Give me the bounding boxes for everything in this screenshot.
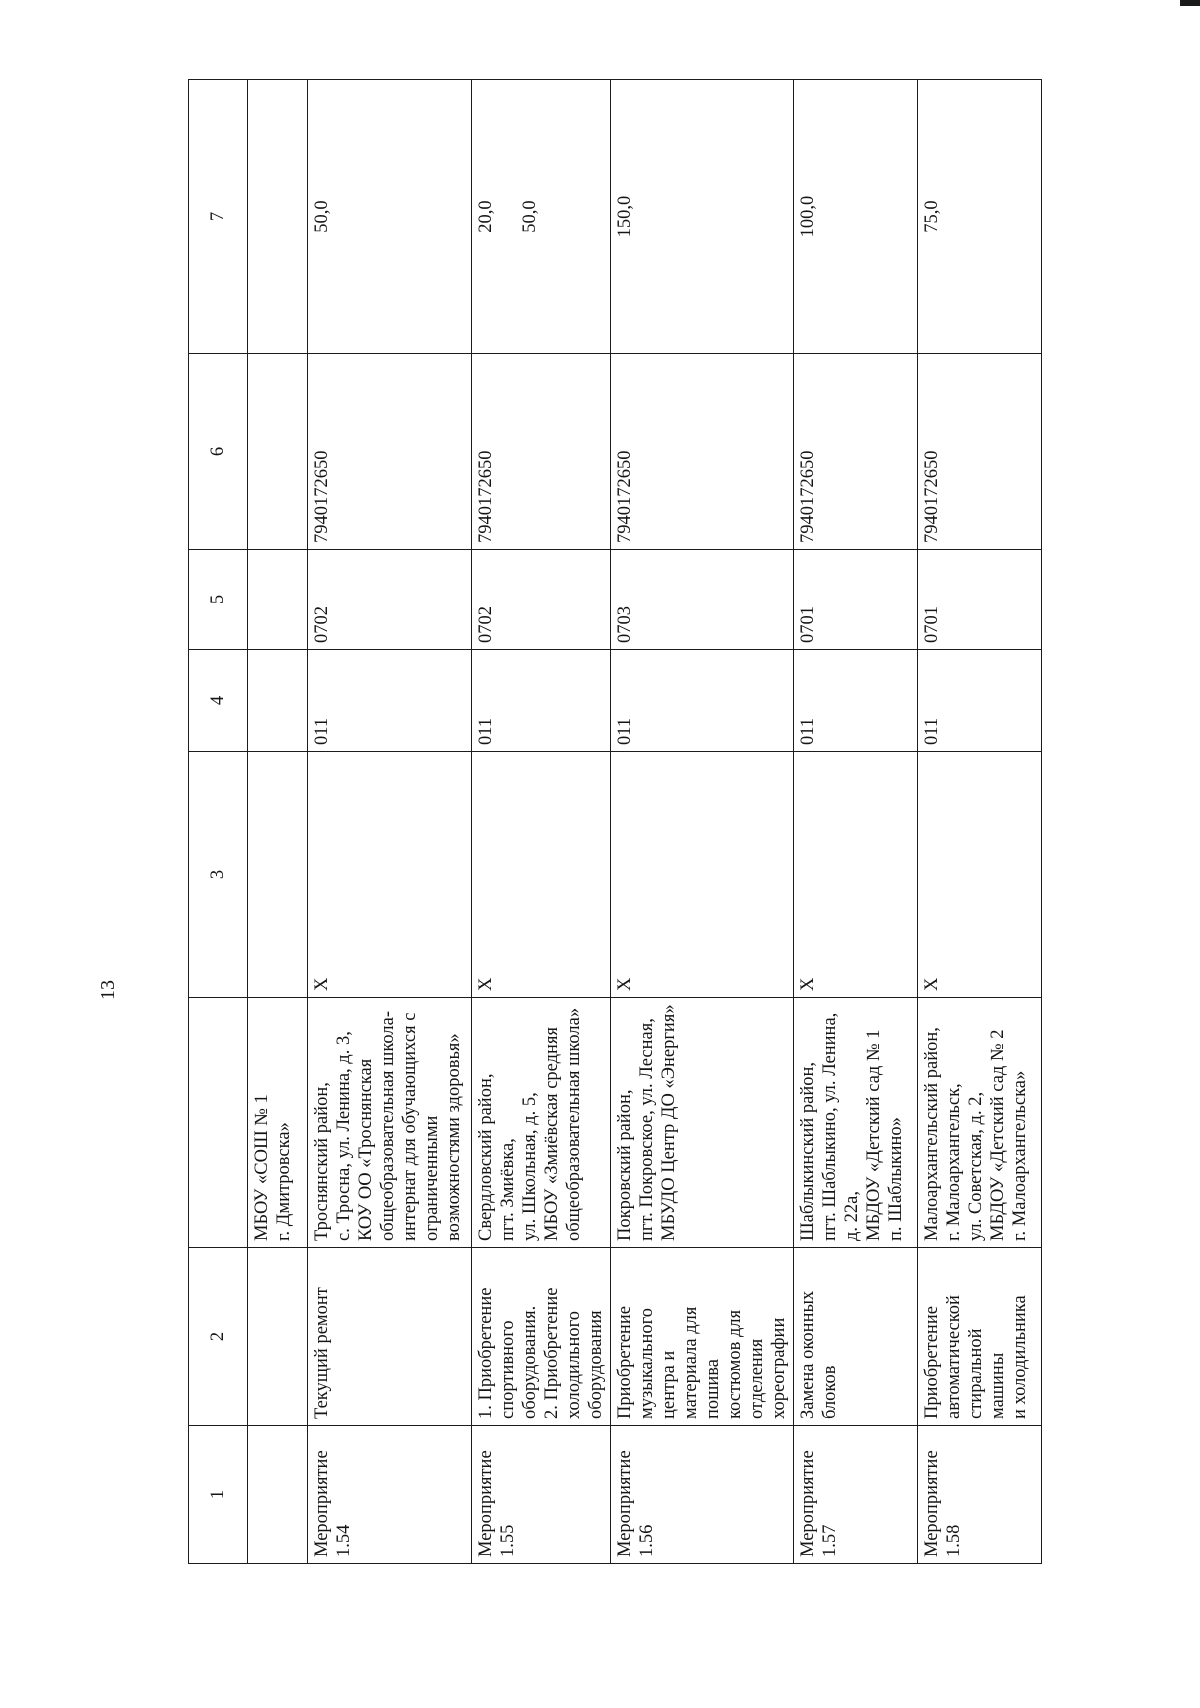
header-col-6: 6 [189, 354, 248, 550]
budget-table [188, 79, 1042, 1564]
cell-address: МБОУ «СОШ № 1 г. Дмитровска» [248, 998, 308, 1248]
rotated-table-container [188, 80, 1032, 1564]
cell-work: Текущий ремонт [308, 1248, 472, 1426]
cell-mark: Х [308, 752, 472, 998]
cell-address: Малоархангельский район, г. Малоархангельск, ул. Советская, д. 2, МБДОУ «Детский сад № 2 г. Малоархангельска» [918, 998, 1042, 1248]
header-col-2: 2 [189, 1248, 248, 1426]
page-number: 13 [97, 980, 119, 1000]
cell-empty [248, 1248, 308, 1426]
header-col-1: 1 [189, 1426, 248, 1564]
cell-mark: Х [611, 752, 794, 998]
table-row [918, 80, 1042, 1564]
cell-col-5: 0702 [308, 550, 472, 650]
cell-amount: 50,0 [308, 80, 472, 354]
header-col-4: 4 [189, 650, 248, 752]
cell-measure: Мероприятие 1.57 [794, 1426, 918, 1564]
table-row [611, 80, 794, 1564]
cell-address: Троснянский район, с. Тросна, ул. Ленина, д. 3, КОУ ОО «Троснянская общеобразовательная школа- интернат для обучающихся с ограниченными возможностями здоровья» [308, 998, 472, 1248]
cell-col-6: 7940172650 [794, 354, 918, 550]
cell-empty [248, 1426, 308, 1564]
table-row [472, 80, 611, 1564]
cell-empty [248, 80, 308, 354]
cell-empty [248, 550, 308, 650]
cell-col-4: 011 [794, 650, 918, 752]
scan-mark [1180, 0, 1200, 6]
cell-mark: Х [794, 752, 918, 998]
header-col-5: 5 [189, 550, 248, 650]
cell-col-6: 7940172650 [472, 354, 611, 550]
cell-mark: Х [918, 752, 1042, 998]
cell-work: Приобретение музыкального центра и материала для пошива костюмов для отделения хореографии [611, 1248, 794, 1426]
header-col-address [189, 998, 248, 1248]
cell-col-4: 011 [918, 650, 1042, 752]
cell-col-5: 0701 [794, 550, 918, 650]
cell-measure: Мероприятие 1.55 [472, 1426, 611, 1564]
table-row-continuation [248, 80, 308, 1564]
cell-amount: 75,0 [918, 80, 1042, 354]
cell-amount: 150,0 [611, 80, 794, 354]
header-col-3: 3 [189, 752, 248, 998]
cell-work: Замена оконных блоков [794, 1248, 918, 1426]
cell-address: Покровский район, пгт. Покровское, ул. Лесная, МБУДО Центр ДО «Энергия» [611, 998, 794, 1248]
cell-work: Приобретение автоматической стиральной машины и холодильника [918, 1248, 1042, 1426]
cell-col-4: 011 [611, 650, 794, 752]
cell-col-5: 0701 [918, 550, 1042, 650]
cell-empty [248, 752, 308, 998]
cell-work: 1. Приобретение спортивного оборудования. 2. Приобретение холодильного оборудования [472, 1248, 611, 1426]
header-col-7: 7 [189, 80, 248, 354]
cell-measure: Мероприятие 1.56 [611, 1426, 794, 1564]
cell-col-4: 011 [472, 650, 611, 752]
cell-amount: 100,0 [794, 80, 918, 354]
cell-empty [248, 354, 308, 550]
cell-col-6: 7940172650 [611, 354, 794, 550]
cell-col-6: 7940172650 [308, 354, 472, 550]
cell-col-6: 7940172650 [918, 354, 1042, 550]
cell-empty [248, 650, 308, 752]
cell-measure: Мероприятие 1.54 [308, 1426, 472, 1564]
cell-amount: 20,0 50,0 [472, 80, 611, 354]
header-row [189, 80, 248, 1564]
cell-col-5: 0702 [472, 550, 611, 650]
table-row [794, 80, 918, 1564]
cell-address: Шаблыкинский район, пгт. Шаблыкино, ул. Ленина, д. 22а, МБДОУ «Детский сад № 1 п. Шаблыкино» [794, 998, 918, 1248]
cell-mark: Х [472, 752, 611, 998]
cell-address: Свердловский район, пгт. Змиёвка, ул. Школьная, д. 5, МБОУ «Змиёвская средняя общеобразовательная школа» [472, 998, 611, 1248]
table-row [308, 80, 472, 1564]
cell-col-4: 011 [308, 650, 472, 752]
cell-measure: Мероприятие 1.58 [918, 1426, 1042, 1564]
cell-col-5: 0703 [611, 550, 794, 650]
